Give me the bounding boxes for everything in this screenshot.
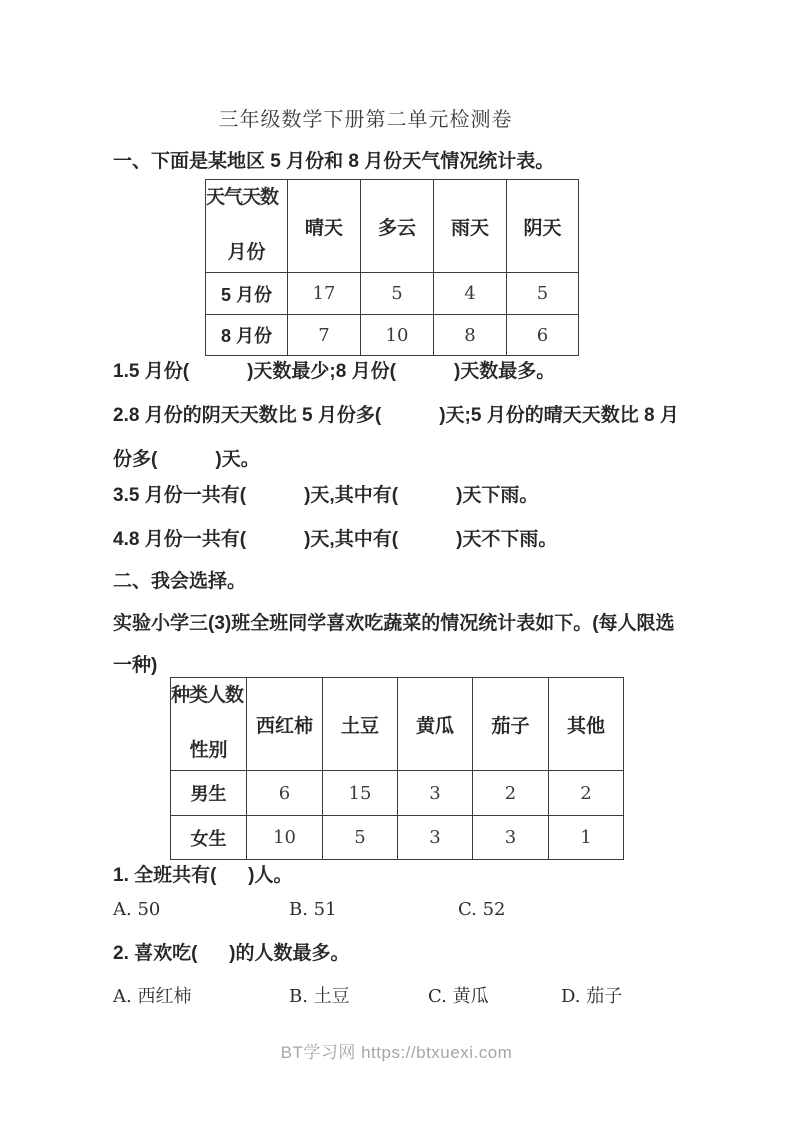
question-line: 1. 全班共有( )人。 xyxy=(113,865,293,886)
weather-table xyxy=(205,179,579,356)
vegetable-table xyxy=(170,677,624,860)
section2-intro-line: 实验小学三(3)班全班同学喜欢吃蔬菜的情况统计表如下。(每人限选 xyxy=(113,613,675,634)
table-row xyxy=(171,771,624,816)
row-label: 女生 xyxy=(171,816,247,860)
vegetable-column-header: 其他 xyxy=(549,678,624,771)
data-cell: 10 xyxy=(361,315,434,356)
data-cell: 10 xyxy=(247,816,323,860)
data-cell: 3 xyxy=(398,816,473,860)
data-cell: 2 xyxy=(473,771,549,816)
option-label: B. 51 xyxy=(289,899,337,920)
question-line: 3.5 月份一共有( )天,其中有( )天下雨。 xyxy=(113,485,539,506)
corner-top-label: 天气天数 xyxy=(206,187,279,208)
data-cell: 1 xyxy=(549,816,624,860)
options-row xyxy=(113,982,693,1006)
corner-top-label: 种类人数 xyxy=(171,685,244,706)
weather-column-header: 晴天 xyxy=(288,180,361,273)
table-row xyxy=(171,816,624,860)
option-label: A. 西红柿 xyxy=(113,986,192,1007)
corner-bottom-label: 月份 xyxy=(227,242,266,263)
data-cell: 8 xyxy=(434,315,507,356)
option-label: C. 52 xyxy=(458,899,506,920)
weather-table-corner-cell xyxy=(206,180,288,273)
table-row xyxy=(206,315,579,356)
vegetable-table-corner-cell xyxy=(171,678,247,771)
corner-bottom-label: 性别 xyxy=(189,740,228,761)
weather-column-header: 多云 xyxy=(361,180,434,273)
option-label: D. 茄子 xyxy=(561,986,623,1007)
vegetable-column-header: 西红柿 xyxy=(247,678,323,771)
vegetable-column-header: 茄子 xyxy=(473,678,549,771)
data-cell: 5 xyxy=(323,816,398,860)
footer-credit: BT学习网 https://btxuexi.com xyxy=(280,1043,513,1062)
row-label: 5 月份 xyxy=(206,273,288,315)
question-line: 2. 喜欢吃( )的人数最多。 xyxy=(113,943,350,964)
options-row xyxy=(113,899,693,923)
vegetable-column-header: 土豆 xyxy=(323,678,398,771)
data-cell: 3 xyxy=(473,816,549,860)
question-line: 份多( )天。 xyxy=(113,449,260,470)
data-cell: 15 xyxy=(323,771,398,816)
data-cell: 17 xyxy=(288,273,361,315)
option-label: C. 黄瓜 xyxy=(428,986,489,1007)
question-line: 1.5 月份( )天数最少;8 月份( )天数最多。 xyxy=(113,361,556,382)
table-row xyxy=(206,273,579,315)
question-line: 2.8 月份的阴天天数比 5 月份多( )天;5 月份的晴天天数比 8 月 xyxy=(113,405,679,426)
row-label: 8 月份 xyxy=(206,315,288,356)
data-cell: 7 xyxy=(288,315,361,356)
row-label: 男生 xyxy=(171,771,247,816)
data-cell: 5 xyxy=(507,273,579,315)
weather-column-header: 阴天 xyxy=(507,180,579,273)
data-cell: 6 xyxy=(507,315,579,356)
option-label: B. 土豆 xyxy=(289,986,350,1007)
corner-cell-content xyxy=(171,678,246,770)
option-label: A. 50 xyxy=(113,899,161,920)
data-cell: 5 xyxy=(361,273,434,315)
section2-intro-line: 一种) xyxy=(113,655,158,676)
question-line: 4.8 月份一共有( )天,其中有( )天不下雨。 xyxy=(113,529,558,550)
weather-column-header: 雨天 xyxy=(434,180,507,273)
data-cell: 4 xyxy=(434,273,507,315)
page-title: 三年级数学下册第二单元检测卷 xyxy=(218,107,513,131)
section2-heading: 二、我会选择。 xyxy=(113,571,247,592)
section1-heading: 一、下面是某地区 5 月份和 8 月份天气情况统计表。 xyxy=(113,151,555,172)
data-cell: 6 xyxy=(247,771,323,816)
vegetable-column-header: 黄瓜 xyxy=(398,678,473,771)
data-cell: 2 xyxy=(549,771,624,816)
data-cell: 3 xyxy=(398,771,473,816)
corner-cell-content xyxy=(206,180,287,272)
